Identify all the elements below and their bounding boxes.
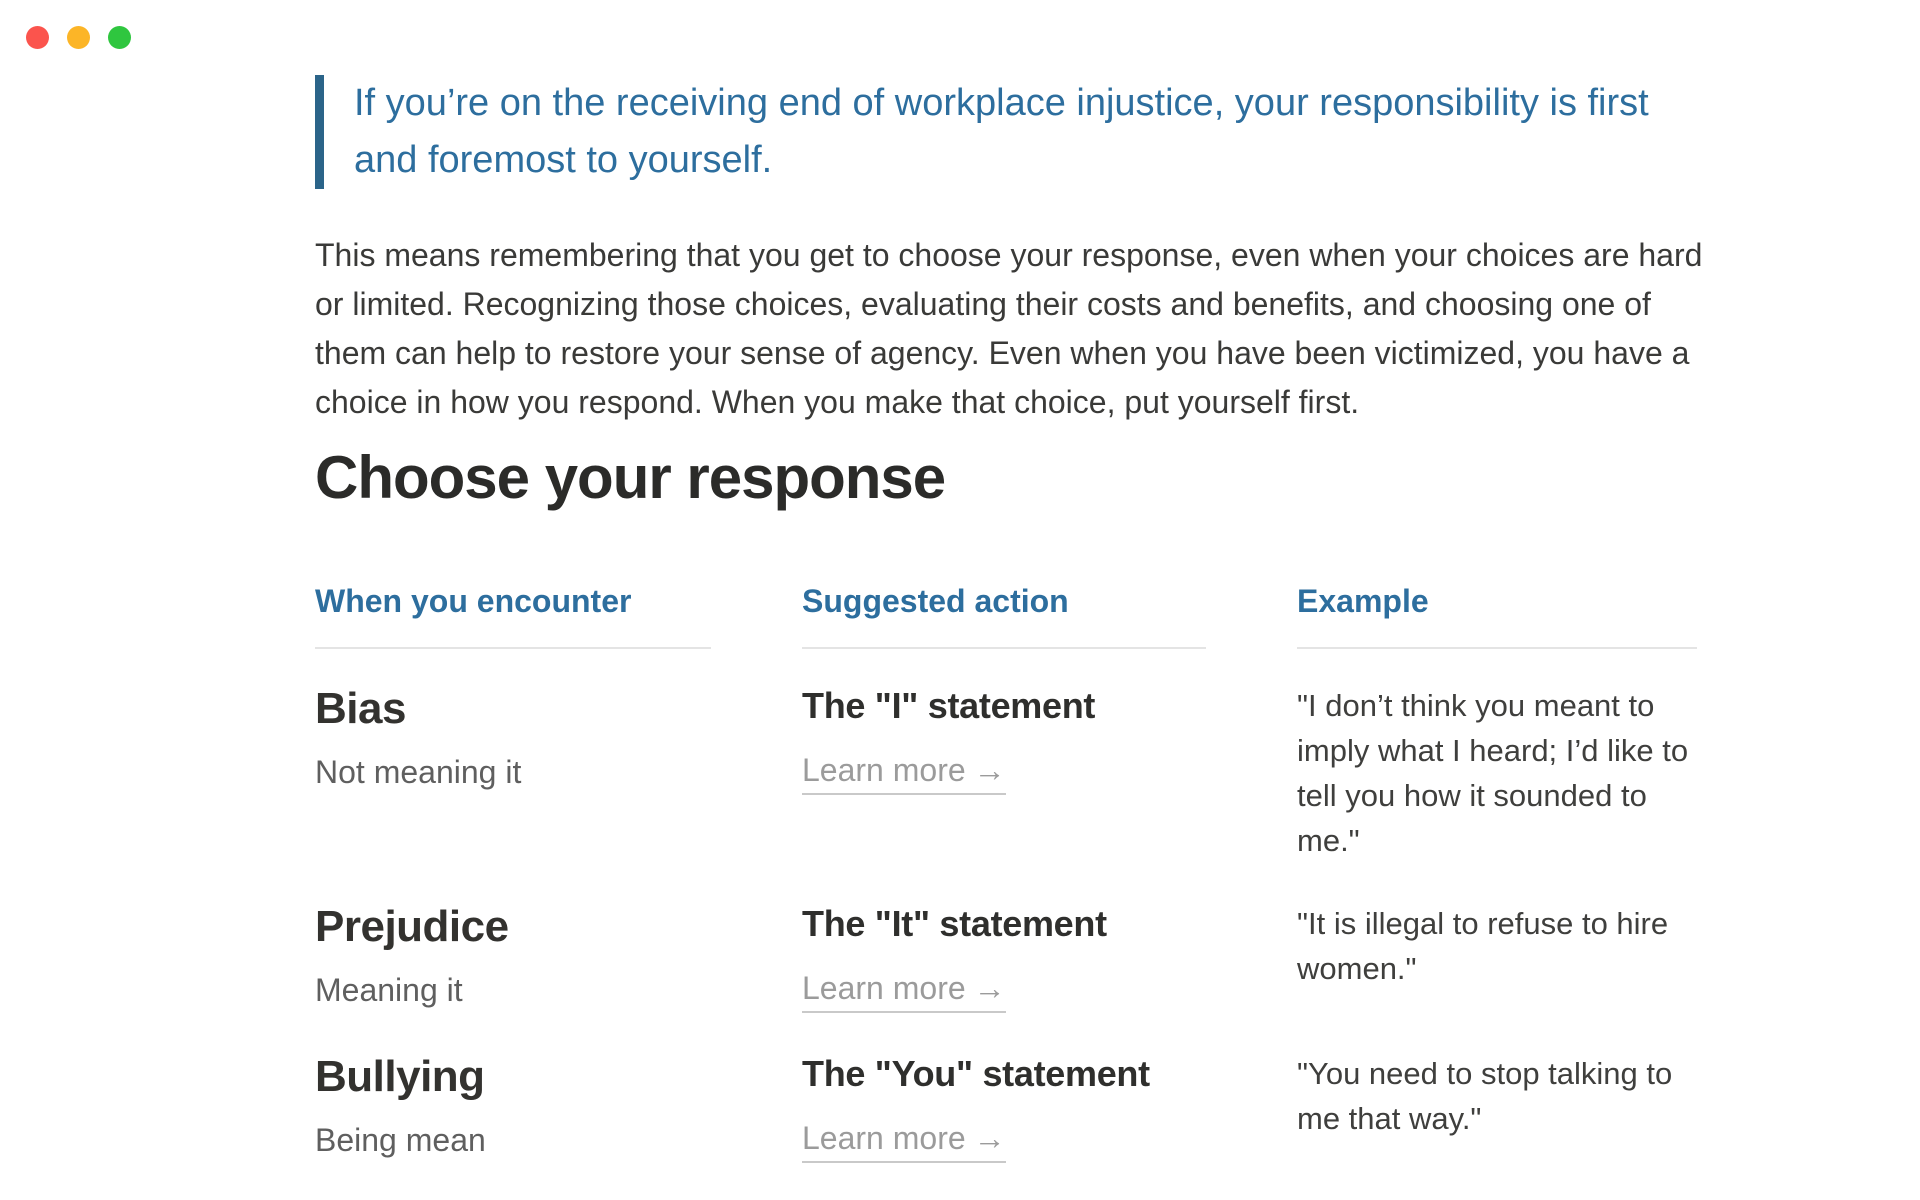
learn-more-label: Learn more [802,970,966,1006]
example-line: tell you how it sounded to [1297,778,1647,813]
blockquote [315,75,1649,189]
learn-more-label: Learn more [802,1120,966,1156]
example-line: "I don’t think you meant to [1297,688,1655,723]
table-row-bullying-example [1297,1017,1697,1167]
paragraph-line: choice in how you respond. When you make that choice, put yourself first. [315,384,1360,420]
example-line: "It is illegal to refuse to hire [1297,906,1669,941]
example-line: me." [1297,823,1360,858]
encounter-title: Prejudice [315,902,509,951]
column-header-suggested-action: Suggested action [802,581,1206,649]
table-row-prejudice-encounter [315,867,711,1017]
quote-line: and foremost to yourself. [354,139,773,181]
example-line: imply what I heard; I’d like to [1297,733,1689,768]
table-row-prejudice-action [802,867,1206,1017]
table-row-bias-encounter [315,649,711,867]
close-button-icon[interactable] [26,26,49,49]
quote-line: If you’re on the receiving end of workplace injustice, your responsibility is first [354,82,1649,124]
table-row-bias-example [1297,649,1697,867]
section-heading: Choose your response [315,444,946,511]
column-header-example: Example [1297,581,1697,649]
learn-more-link[interactable] [802,753,1006,795]
action-title: The "You" statement [802,1053,1150,1094]
action-title: The "I" statement [802,685,1096,726]
example-line: women." [1297,951,1417,986]
response-table [315,581,1697,1167]
action-title: The "It" statement [802,903,1107,944]
example-line: "You need to stop talking to [1297,1056,1673,1091]
encounter-title: Bullying [315,1052,485,1101]
column-header-when-you-encounter: When you encounter [315,581,711,649]
table-row-bias-action [802,649,1206,867]
paragraph-line: This means remembering that you get to choose your response, even when your choices are hard [315,237,1703,273]
paragraph-line: them can help to restore your sense of agency. Even when you have been victimized, you have a [315,335,1690,371]
table-row-bullying-encounter [315,1017,711,1167]
page-content [315,0,1703,1167]
encounter-subtitle: Meaning it [315,972,463,1008]
encounter-title: Bias [315,684,406,733]
window-controls [26,26,131,49]
table-row-bullying-action [802,1017,1206,1167]
learn-more-link[interactable] [802,1121,1006,1163]
encounter-subtitle: Not meaning it [315,754,522,790]
paragraph-line: or limited. Recognizing those choices, evaluating their costs and benefits, and choosing one of [315,286,1651,322]
learn-more-label: Learn more [802,752,966,788]
intro-paragraph [315,231,1703,427]
table-row-prejudice-example [1297,867,1697,1017]
example-line: me that way." [1297,1101,1482,1136]
learn-more-link[interactable] [802,971,1006,1013]
encounter-subtitle: Being mean [315,1122,486,1158]
arrow-right-icon: → [973,752,1006,788]
minimize-button-icon[interactable] [67,26,90,49]
arrow-right-icon: → [973,970,1006,1006]
arrow-right-icon: → [973,1120,1006,1156]
zoom-button-icon[interactable] [108,26,131,49]
